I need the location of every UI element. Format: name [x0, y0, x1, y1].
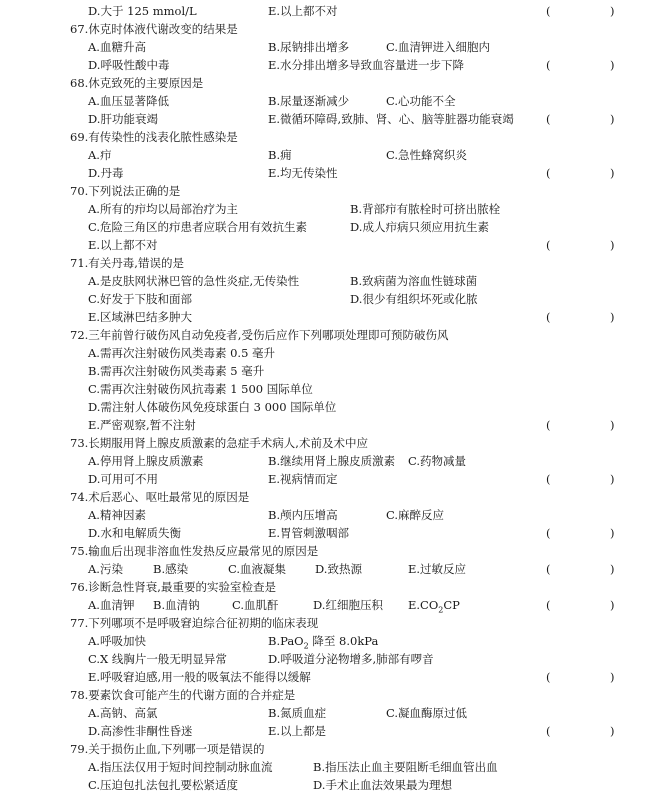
q68-option-e: E.微循环障碍,致肺、肾、心、脑等脏器功能衰竭: [268, 112, 514, 126]
q79-option-row: [0, 759, 653, 777]
q68-option-c: C.心功能不全: [386, 94, 456, 108]
answer-bracket-open: (: [546, 166, 551, 180]
answer-bracket-open: (: [546, 472, 551, 486]
q75-option-a: A.污染: [88, 562, 123, 576]
q79-option-a: A.指压法仅用于短时间控制动脉血流: [88, 760, 273, 774]
q69-option-row: [0, 165, 653, 183]
q73-option-row: [0, 453, 653, 471]
q72-option-row: [0, 399, 653, 417]
q70-option-row: [0, 237, 653, 255]
q69-option-a: A.疖: [88, 148, 112, 162]
answer-bracket-open: (: [546, 238, 551, 252]
q71-option-b: B.致病菌为溶血性链球菌: [350, 274, 478, 288]
q75-stem: 75.输血后出现非溶血性发热反应最常见的原因是: [70, 544, 319, 558]
answer-bracket-close: ): [610, 724, 615, 738]
q74-stem: 74.术后恶心、呕吐最常见的原因是: [70, 490, 250, 504]
answer-bracket-open: (: [546, 670, 551, 684]
answer-bracket-close: ): [610, 238, 615, 252]
q71-stem: 71.有关丹毒,错误的是: [70, 256, 184, 270]
answer-bracket-open: (: [546, 58, 551, 72]
q67-option-row: [0, 39, 653, 57]
q78-option-b: B.氮质血症: [268, 706, 327, 720]
q79-option-b: B.指压法止血主要阻断毛细血管出血: [313, 760, 498, 774]
q72-option-c: C.需再次注射破伤风抗毒素 1 500 国际单位: [88, 382, 313, 396]
q76-option-a: A.血清钾: [88, 598, 135, 612]
answer-bracket-open: (: [546, 112, 551, 126]
q68-option-b: B.尿量逐渐减少: [268, 94, 350, 108]
q76-option-row: [0, 597, 653, 615]
q73-option-b: B.继续用肾上腺皮质激素: [268, 454, 396, 468]
q77-option-b: B.PaO$_2$ 降至 8.0kPa: [268, 634, 379, 651]
q67-stem: 67.休克时体液代谢改变的结果是: [70, 22, 238, 36]
q69-option-d: D.丹毒: [88, 166, 124, 180]
q71-option-c: C.好发于下肢和面部: [88, 292, 193, 306]
q77-option-row: [0, 633, 653, 651]
q66-option-e: E.以上都不对: [268, 4, 338, 18]
q73-option-row: [0, 471, 653, 489]
q69-option-c: C.急性蜂窝织炎: [386, 148, 468, 162]
q72-option-row: [0, 345, 653, 363]
q70-option-e: E.以上都不对: [88, 238, 158, 252]
q78-option-a: A.高钠、高氯: [88, 706, 158, 720]
q68-option-row: [0, 93, 653, 111]
q75-option-d: D.致热源: [315, 562, 362, 576]
q78-option-row: [0, 705, 653, 723]
answer-bracket-close: ): [610, 526, 615, 540]
q72-stem: 72.三年前曾行破伤风自动免疫者,受伤后应作下列哪项处理即可预防破伤风: [70, 328, 449, 342]
q74-option-row: [0, 525, 653, 543]
q74-option-d: D.水和电解质失衡: [88, 526, 181, 540]
q79-option-c: C.压迫包扎法包扎要松紧适度: [88, 778, 239, 792]
q67-option-a: A.血糖升高: [88, 40, 146, 54]
q70-stem: 70.下列说法正确的是: [70, 184, 181, 198]
q67-option-row: [0, 57, 653, 75]
q70-option-d: D.成人疖病只须应用抗生素: [350, 220, 489, 234]
q67-option-c: C.血清钾进入细胞内: [386, 40, 491, 54]
q70-option-row: [0, 201, 653, 219]
q72-option-e: E.严密观察,暂不注射: [88, 418, 196, 432]
answer-bracket-close: ): [610, 670, 615, 684]
q73-option-a: A.停用肾上腺皮质激素: [88, 454, 204, 468]
answer-bracket-close: ): [610, 418, 615, 432]
q72-option-row: [0, 363, 653, 381]
q79-option-d: D.手术止血法效果最为理想: [313, 778, 452, 792]
q76-option-c: C.血肌酐: [232, 598, 279, 612]
answer-bracket-close: ): [610, 310, 615, 324]
q69-option-e: E.均无传染性: [268, 166, 338, 180]
q76-option-b: B.血清钠: [153, 598, 200, 612]
q70-option-a: A.所有的疖均以局部治疗为主: [88, 202, 238, 216]
q77-option-d: D.呼吸道分泌物增多,肺部有啰音: [268, 652, 434, 666]
q77-option-a: A.呼吸加快: [88, 634, 146, 648]
q77-option-e: E.呼吸窘迫感,用一般的吸氧法不能得以缓解: [88, 670, 311, 684]
answer-bracket-open: (: [546, 4, 551, 18]
q68-stem: 68.休克致死的主要原因是: [70, 76, 204, 90]
q76-stem: 76.诊断急性肾衰,最重要的实验室检查是: [70, 580, 276, 594]
q68-option-d: D.肝功能衰竭: [88, 112, 158, 126]
q68-option-row: [0, 111, 653, 129]
q78-option-row: [0, 723, 653, 741]
q70-option-c: C.危险三角区的疖患者应联合用有效抗生素: [88, 220, 308, 234]
answer-bracket-close: ): [610, 166, 615, 180]
answer-bracket-open: (: [546, 562, 551, 576]
answer-bracket-open: (: [546, 724, 551, 738]
q77-option-row: [0, 651, 653, 669]
q71-option-row: [0, 309, 653, 327]
q67-option-e: E.水分排出增多导致血容量进一步下降: [268, 58, 465, 72]
q75-option-c: C.血液凝集: [228, 562, 287, 576]
q77-option-c: C.X 线胸片一般无明显异常: [88, 652, 227, 666]
q72-option-row: [0, 417, 653, 435]
q78-option-d: D.高渗性非酮性昏迷: [88, 724, 193, 738]
q70-option-row: [0, 219, 653, 237]
q72-option-b: B.需再次注射破伤风类毒素 5 毫升: [88, 364, 265, 378]
q75-option-b: B.感染: [153, 562, 189, 576]
answer-bracket-close: ): [610, 4, 615, 18]
answer-bracket-close: ): [610, 58, 615, 72]
q71-option-d: D.很少有组织坏死或化脓: [350, 292, 478, 306]
answer-bracket-open: (: [546, 526, 551, 540]
q66-option-d: D.大于 125 mmol/L: [88, 4, 197, 18]
q75-option-e: E.过敏反应: [408, 562, 467, 576]
q73-option-c: C.药物减量: [408, 454, 467, 468]
q73-stem: 73.长期服用肾上腺皮质激素的急症手术病人,术前及术中应: [70, 436, 368, 450]
answer-bracket-close: ): [610, 472, 615, 486]
q71-option-row: [0, 291, 653, 309]
answer-bracket-close: ): [610, 562, 615, 576]
q72-option-a: A.需再次注射破伤风类毒素 0.5 毫升: [88, 346, 276, 360]
q77-option-row: [0, 669, 653, 687]
q69-stem: 69.有传染性的浅表化脓性感染是: [70, 130, 238, 144]
answer-bracket-open: (: [546, 310, 551, 324]
q70-option-b: B.背部疖有脓栓时可挤出脓栓: [350, 202, 501, 216]
q71-option-row: [0, 273, 653, 291]
q72-option-row: [0, 381, 653, 399]
q68-option-a: A.血压显著降低: [88, 94, 169, 108]
q74-option-c: C.麻醉反应: [386, 508, 445, 522]
answer-bracket-open: (: [546, 598, 551, 612]
q77-stem: 77.下列哪项不是呼吸窘迫综合征初期的临床表现: [70, 616, 319, 630]
q76-option-e: $E.CO_2CP$: [408, 598, 460, 615]
answer-bracket-close: ): [610, 112, 615, 126]
q73-option-e: E.视病情而定: [268, 472, 338, 486]
q74-option-a: A.精神因素: [88, 508, 146, 522]
answer-bracket-close: ): [610, 598, 615, 612]
q75-option-row: [0, 561, 653, 579]
q73-option-d: D.可用可不用: [88, 472, 158, 486]
q71-option-a: A.是皮肤网状淋巴管的急性炎症,无传染性: [88, 274, 300, 288]
q79-option-row: [0, 777, 653, 795]
q79-stem: 79.关于损伤止血,下列哪一项是错误的: [70, 742, 265, 756]
q78-option-c: C.凝血酶原过低: [386, 706, 468, 720]
q67-option-b: B.尿钠排出增多: [268, 40, 350, 54]
q78-stem: 78.要素饮食可能产生的代谢方面的合并症是: [70, 688, 296, 702]
answer-bracket-open: (: [546, 418, 551, 432]
q71-option-e: E.区域淋巴结多肿大: [88, 310, 193, 324]
q74-option-row: [0, 507, 653, 525]
q74-option-b: B.颅内压增高: [268, 508, 338, 522]
q76-option-d: D.红细胞压积: [313, 598, 383, 612]
q69-option-b: B.痈: [268, 148, 292, 162]
q66-option-row: [0, 3, 653, 21]
q67-option-d: D.呼吸性酸中毒: [88, 58, 170, 72]
q78-option-e: E.以上都是: [268, 724, 327, 738]
q72-option-d: D.需注射人体破伤风免疫球蛋白 3 000 国际单位: [88, 400, 337, 414]
q69-option-row: [0, 147, 653, 165]
q74-option-e: E.胃管刺激咽部: [268, 526, 350, 540]
